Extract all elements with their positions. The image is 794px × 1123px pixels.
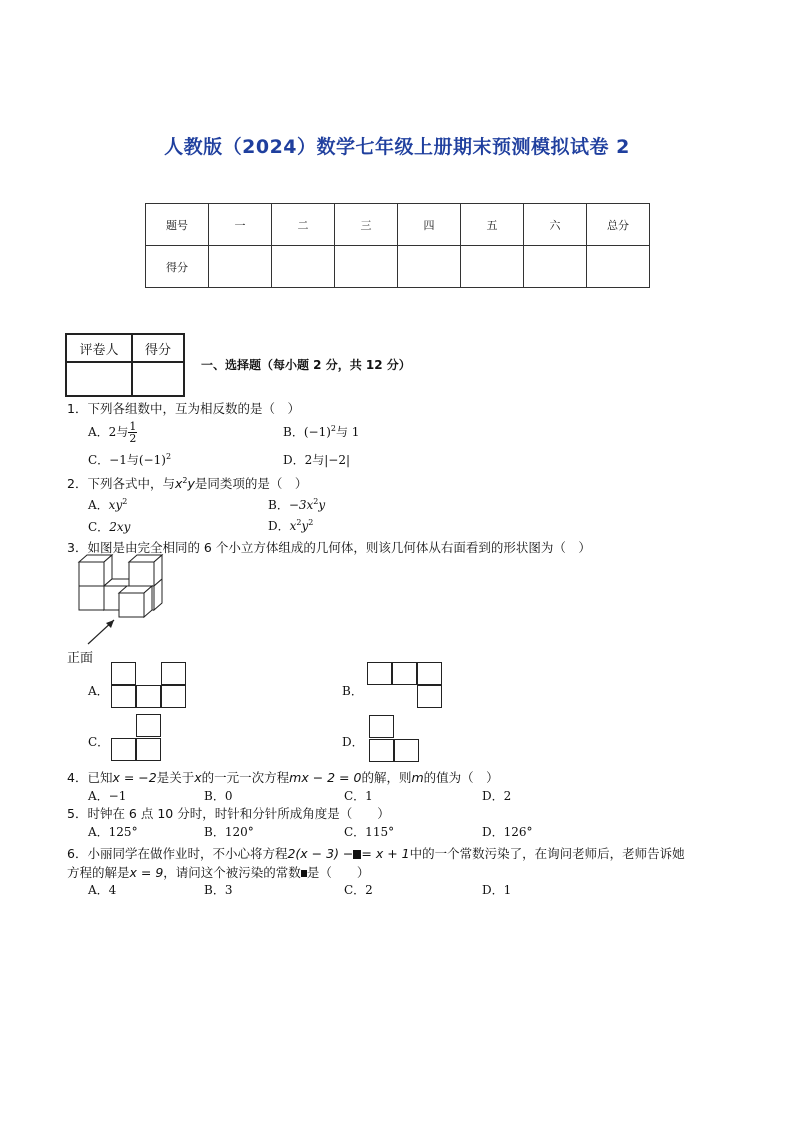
- stem-text: 方程的解是: [67, 865, 130, 880]
- q1-option-a[interactable]: [88, 421, 137, 444]
- score-header-cell: 题号: [146, 204, 209, 246]
- exponent: 2: [296, 518, 302, 527]
- grid-cell: [392, 662, 417, 685]
- q1-option-c[interactable]: [88, 451, 171, 468]
- score-header-cell: 总分: [587, 204, 650, 246]
- math-expr: x = 9: [129, 865, 164, 880]
- grader-header: 评卷人: [66, 334, 132, 362]
- q3-option-b-label[interactable]: B．: [342, 684, 363, 698]
- grid-cell: [136, 738, 161, 761]
- math-expr: 2(x − 3) −: [287, 846, 354, 861]
- option-text: 与 1: [335, 425, 360, 439]
- stem-text: 4．已知: [67, 770, 113, 785]
- q2-option-c[interactable]: [88, 518, 130, 535]
- section-heading: 一、选择题（每小题 2 分，共 12 分）: [201, 358, 411, 372]
- q5-option-b[interactable]: B．120°: [204, 825, 254, 839]
- q3-option-d-label[interactable]: D．: [342, 735, 364, 749]
- q5-option-d[interactable]: D．126°: [482, 825, 533, 839]
- score-header-cell: 六: [524, 204, 587, 246]
- grid-cell: [111, 685, 136, 708]
- math-expr: = x + 1: [361, 846, 410, 861]
- score-input-cell[interactable]: [209, 246, 272, 288]
- q3-option-a-figure[interactable]: [111, 662, 188, 712]
- q4-option-d[interactable]: D．2: [482, 789, 512, 803]
- question-6-stem-line2: [67, 863, 369, 881]
- math-var: x: [194, 770, 202, 785]
- q1-option-a-text: A．2与: [88, 425, 129, 439]
- score-input-cell[interactable]: [272, 246, 335, 288]
- q3-option-a-label[interactable]: A．: [88, 684, 109, 698]
- math-var: −3x: [288, 498, 314, 512]
- q6-option-b[interactable]: B．3: [204, 883, 233, 897]
- stem-text: 的一元一次方程: [201, 770, 290, 785]
- q3-option-b-figure[interactable]: [367, 662, 444, 712]
- q3-option-d-figure[interactable]: [369, 715, 419, 765]
- score-header-cell: 五: [461, 204, 524, 246]
- grader-score-input-cell[interactable]: [132, 362, 184, 396]
- exponent: 2: [308, 518, 314, 527]
- option-text: C．−1与: [88, 453, 139, 467]
- score-header-cell: 三: [335, 204, 398, 246]
- math-var: m: [411, 770, 424, 785]
- grid-cell: [161, 662, 186, 685]
- grid-cell: [394, 739, 419, 762]
- grid-cell: [111, 662, 136, 685]
- grid-cell: [136, 685, 161, 708]
- score-header-cell: 四: [398, 204, 461, 246]
- stem-text: 6．小丽同学在做作业时，不小心将方程: [67, 846, 288, 861]
- stem-text: 的解，则: [361, 770, 412, 785]
- math-var: y: [301, 519, 309, 533]
- score-table: [145, 203, 650, 288]
- math-var: 2xy: [109, 520, 131, 534]
- grid-cell: [369, 739, 394, 762]
- question-3-stem: 3．如图是由完全相同的 6 个小立方体组成的几何体，则该几何体从右面看到的形状图为（ ）: [67, 540, 591, 555]
- stem-text: 是关于: [156, 770, 195, 785]
- grid-cell: [136, 714, 161, 737]
- stem-text: 2．下列各式中，与: [67, 476, 175, 491]
- math-expr: x = −2: [112, 770, 157, 785]
- math-var: xy: [108, 498, 123, 512]
- stem-text: 是（ ）: [306, 865, 370, 880]
- q4-option-a[interactable]: A．−1: [88, 789, 127, 803]
- question-5-stem: 5．时钟在 6 点 10 分时，时针和分针所成角度是（ ）: [67, 806, 390, 821]
- score-input-cell[interactable]: [335, 246, 398, 288]
- grid-cell: [111, 738, 136, 761]
- grid-cell: [367, 662, 392, 685]
- option-letter: D．: [268, 519, 290, 533]
- q4-option-b[interactable]: B．0: [204, 789, 233, 803]
- grader-table: [65, 333, 185, 397]
- exponent: 2: [313, 497, 319, 506]
- option-letter: B．: [268, 498, 289, 512]
- score-input-cell[interactable]: [398, 246, 461, 288]
- q2-option-a[interactable]: [88, 496, 127, 513]
- q3-option-c-figure[interactable]: [111, 714, 161, 764]
- math-var: x: [289, 519, 297, 533]
- grid-cell: [417, 662, 442, 685]
- stem-text: 是同类项的是（ ）: [194, 476, 308, 491]
- grader-score-header: 得分: [132, 334, 184, 362]
- math-expr: (−1): [303, 425, 331, 439]
- score-header-cell: 二: [272, 204, 335, 246]
- q3-option-c-label[interactable]: C．: [88, 735, 110, 749]
- stem-text: 中的一个常数污染了，在询问老师后，老师告诉她: [409, 846, 685, 861]
- q4-option-c[interactable]: C．1: [344, 789, 373, 803]
- score-input-cell[interactable]: [461, 246, 524, 288]
- grid-cell: [417, 685, 442, 708]
- q6-option-d[interactable]: D．1: [482, 883, 512, 897]
- exponent: 2: [182, 475, 188, 485]
- exponent: 2: [165, 452, 172, 461]
- score-header-cell: 一: [209, 204, 272, 246]
- math-var: y: [187, 476, 195, 491]
- score-input-cell[interactable]: [524, 246, 587, 288]
- front-label: 正面: [67, 651, 94, 666]
- option-letter: A．: [88, 498, 109, 512]
- q5-option-a[interactable]: A．125°: [88, 825, 138, 839]
- question-6-stem: [67, 844, 685, 862]
- math-expr: mx − 2 = 0: [289, 770, 362, 785]
- score-table-header-row: [146, 204, 650, 246]
- exponent: 2: [330, 424, 336, 433]
- question-1-stem: 1．下列各组数中，互为相反数的是（ ）: [67, 401, 300, 416]
- score-input-cell[interactable]: [587, 246, 650, 288]
- stem-text: 的值为（ ）: [423, 770, 499, 785]
- math-var: y: [318, 498, 326, 512]
- q1-option-b[interactable]: [283, 423, 359, 440]
- grader-input-cell[interactable]: [66, 362, 132, 396]
- math-var: x: [174, 476, 183, 491]
- q2-option-b[interactable]: [268, 496, 325, 513]
- q2-option-d[interactable]: [268, 517, 313, 534]
- math-expr: (−1): [138, 453, 166, 467]
- fraction: [128, 421, 137, 444]
- question-2-stem: [67, 474, 307, 492]
- score-table-score-row: [146, 246, 650, 288]
- q6-option-c[interactable]: C．2: [344, 883, 373, 897]
- fraction-numerator: 1: [129, 420, 137, 433]
- question-4-stem: [67, 768, 499, 786]
- q1-option-d[interactable]: D．2与|−2|: [283, 453, 351, 467]
- stem-text: ，请问这个被污染的常数: [163, 865, 301, 880]
- grid-cell: [369, 715, 394, 738]
- option-letter: B．: [283, 425, 304, 439]
- cube-solid-figure: [74, 552, 166, 652]
- page-title: 人教版（2024）数学七年级上册期末预测模拟试卷 2: [164, 136, 630, 158]
- q5-option-c[interactable]: C．115°: [344, 825, 395, 839]
- score-row-label: 得分: [146, 246, 209, 288]
- grid-cell: [161, 685, 186, 708]
- q6-option-a[interactable]: A．4: [88, 883, 117, 897]
- option-letter: C．: [88, 520, 110, 534]
- fraction-denominator: 2: [129, 432, 137, 445]
- exponent: 2: [122, 497, 128, 506]
